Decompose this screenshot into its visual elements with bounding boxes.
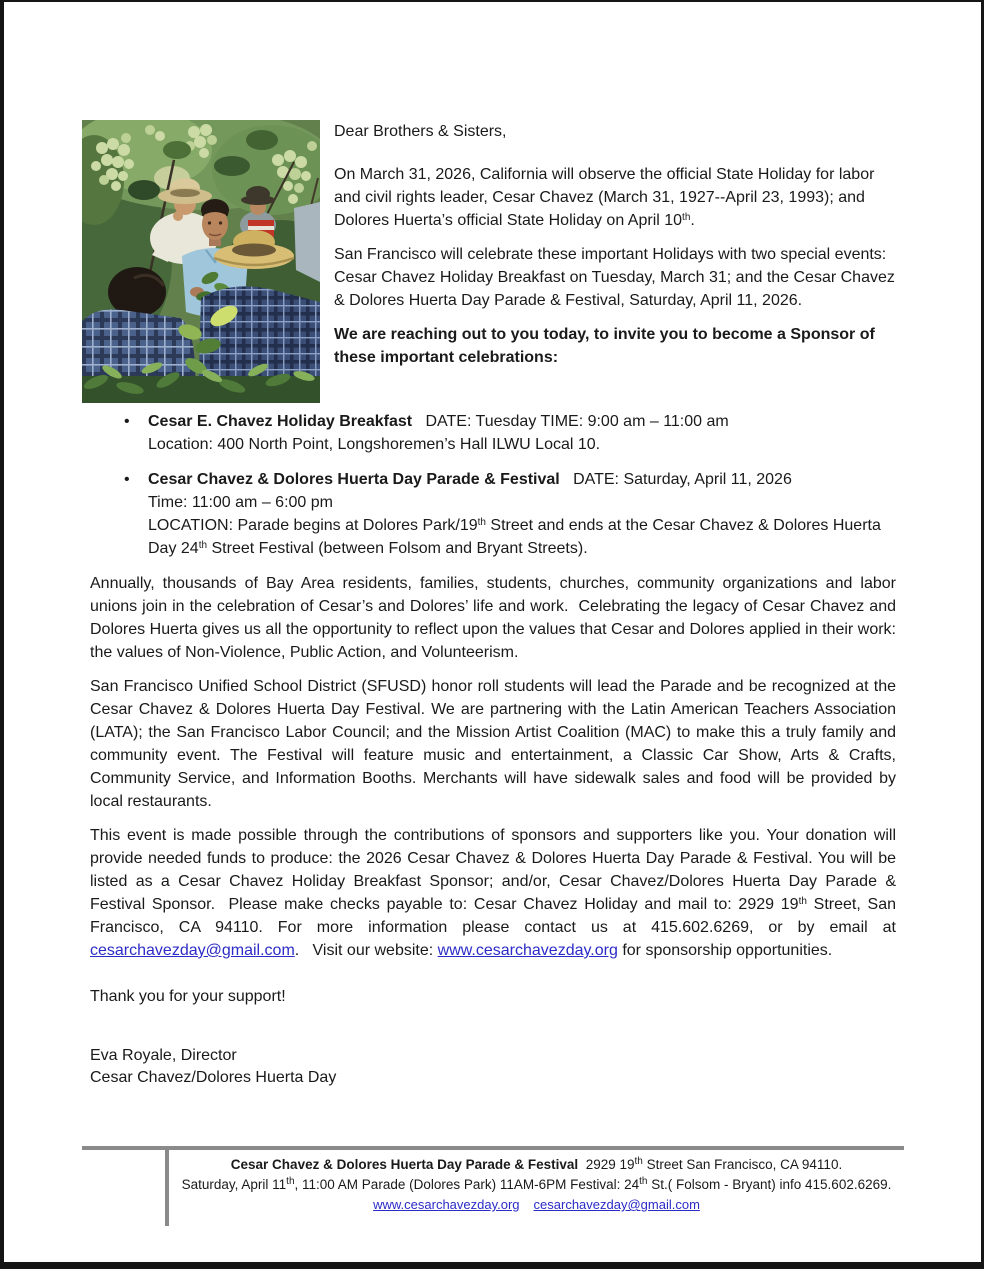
paragraph-sponsorship: This event is made possible through the contributions of sponsors and supporters like you. Your donation will provide needed funds to produce: the 2026 Cesar Chavez & Dolores Huerta Day Parade & Festival. You will be listed as a Cesar Chavez Holiday Breakfast Sponsor; and/or, Cesar Chavez/Dolores Huerta Day Parade & Festival Sponsor. Please make checks payable to: Cesar Chavez Holiday and mail to: 2929 19th Street, San Francisco, CA 94110. For more information please contact us at 415.602.6269, or by email at cesarchavezday@gmail.com. Visit our website: www.cesarchavezday.org for sponsorship opportunities. [90,827,897,959]
footer [82,1146,904,1226]
email-link[interactable]: cesarchavezday@gmail.com [90,942,295,959]
superscript: th [798,896,807,907]
signature-org: Cesar Chavez/Dolores Huerta Day [90,1069,337,1086]
event-bullet-list [90,410,896,560]
paragraph-two-events: San Francisco will celebrate these important Holidays with two special events: Cesar Chavez Holiday Breakfast on Tuesday, March 31; and the Cesar Chavez & Dolores Huerta Day Parade & Festival, Saturday, April 11, 2026. [334,246,895,309]
paragraph-annually: Annually, thousands of Bay Area residents, families, students, churches, community organizations and labor unions join in the celebration of Cesar’s and Dolores’ life and work. Celebrating the legacy of Cesar Chavez and Dolores Huerta gives us all the opportunity to reflect upon the values that Cesar and Dolores applied in their work: the values of Non-Violence, Public Action, and Volunteerism. [90,575,896,661]
footer-website-link[interactable]: www.cesarchavezday.org [373,1197,520,1212]
photo-cesar-chavez-vineyard [82,120,320,403]
superscript: th [286,1176,295,1187]
thank-you-line: Thank you for your support! [90,988,286,1005]
paragraph-sfusd: San Francisco Unified School District (SFUSD) honor roll students will lead the Parade and be recognized at the Cesar Chavez & Dolores Huerta Day Festival. We are partnering with the Latin American Teachers Association (LATA); the San Francisco Labor Council; and the Mission Artist Coalition (MAC) to make this a truly family and community event. The Festival will feature music and entertainment, a Classic Car Show, Arts & Crafts, Community Service, and Information Booths. Merchants will have sidewalk sales and food will be provided by local restaurants. [90,678,896,810]
footer-line-3 [169,1195,904,1215]
bullet-parade-festival [90,468,896,560]
bullet-parade-line1: • Cesar Chavez & Dolores Huerta Day Parade & Festival DATE: Saturday, April 11, 2026 [148,471,792,488]
bullet-breakfast-line2: Location: 400 North Point, Longshoremen’s Hall ILWU Local 10. [148,436,601,453]
letter-body [90,120,896,1100]
footer-line-1: Cesar Chavez & Dolores Huerta Day Parade & Festival 2929 19th Street San Francisco, CA 94110. [230,1156,843,1172]
bullet-breakfast [90,410,896,456]
website-link[interactable]: www.cesarchavezday.org [437,942,618,959]
superscript: th [639,1176,648,1187]
bullet-breakfast-line1: • Cesar E. Chavez Holiday Breakfast DATE: Tuesday TIME: 9:00 am – 11:00 am [148,413,729,430]
bullet-parade-line2: Time: 11:00 am – 6:00 pm [148,494,333,511]
footer-line-2: Saturday, April 11th, 11:00 AM Parade (Dolores Park) 11AM-6PM Festival: 24th St.( Folsom - Bryant) info 415.602.6269. [181,1176,892,1192]
greeting: Dear Brothers & Sisters, [334,123,507,140]
intro-text-column [334,120,896,403]
footer-text-block [169,1150,904,1215]
superscript: th [198,540,208,551]
paragraph-sponsor-invite: We are reaching out to you today, to invite you to become a Sponsor of these important celebrations: [334,326,875,366]
footer-email-link[interactable]: cesarchavezday@gmail.com [533,1197,700,1212]
paragraph-holiday-observe: On March 31, 2026, California will observe the official State Holiday for labor and civil rights leader, Cesar Chavez (March 31, 1927--April 23, 1993); and Dolores Huerta’s official State Holiday on April 10th. [334,166,875,229]
superscript: th [477,517,486,528]
bullet-parade-line3: LOCATION: Parade begins at Dolores Park/19th Street and ends at the Cesar Chavez & Dolores Huerta Day 24th Street Festival (between Folsom and Bryant Streets). [148,517,881,557]
signature-block [90,1045,896,1089]
superscript: th [682,212,691,223]
intro-section [82,120,896,403]
superscript: th [634,1156,643,1167]
signature-name: Eva Royale, Director [90,1047,237,1064]
